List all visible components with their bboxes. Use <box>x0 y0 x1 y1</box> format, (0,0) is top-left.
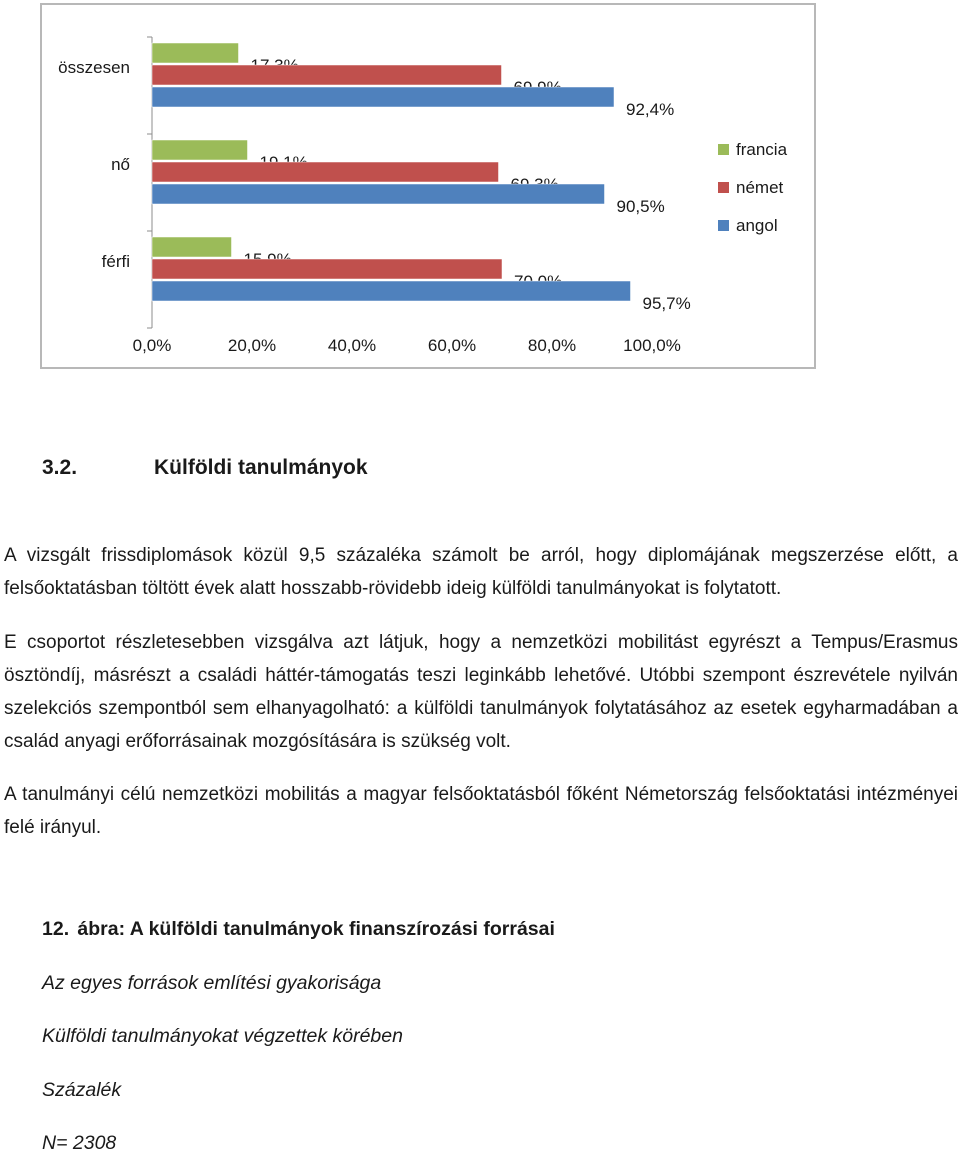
figure-title: ábra: A külföldi tanulmányok finanszírozási forrásai <box>77 918 555 940</box>
bar-német-1 <box>152 162 499 182</box>
category-label-0: összesen <box>58 58 130 77</box>
bar-francia-0 <box>152 43 239 63</box>
x-tick-label-5: 100,0% <box>623 336 681 355</box>
paragraph-2: E csoportot részletesebben vizsgálva azt látjuk, hogy a nemzetközi mobilitást egyrészt a Tempus/Erasmus ösztöndíj, másrészt a családi háttér-támogatás teszi leginkább lehetővé. Utóbbi szempont észrevétele nyilván szelekciós szempontból sem elhanyagolható: a külföldi tanulmányok folytatásához az esetek egyharmadában a család anyagi erőforrásainak mozgósítására is szükség volt. <box>4 632 958 752</box>
bar-német-0 <box>152 65 502 85</box>
legend-swatch-francia <box>718 144 729 155</box>
paragraph-3: A tanulmányi célú nemzetközi mobilitás a magyar felsőoktatásból főként Németország felsőoktatási intézményei felé irányul. <box>4 784 958 838</box>
figure-subtitle-2: Külföldi tanulmányokat végzettek körében <box>42 1025 403 1047</box>
section-title: Külföldi tanulmányok <box>154 456 368 479</box>
legend-swatch-angol <box>718 220 729 231</box>
x-tick-label-2: 40,0% <box>327 336 377 355</box>
x-tick-label-3: 60,0% <box>427 336 477 355</box>
figure-unit: Százalék <box>42 1079 122 1101</box>
paragraph-1: A vizsgált frissdiplomások közül 9,5 százaléka számolt be arról, hogy diplomájának megszerzése előtt, a felsőoktatásban töltött évek alatt hosszabb-rövidebb ideig külföldi tanulmányokat is folytatott. <box>4 545 958 599</box>
x-tick-label-4: 80,0% <box>527 336 577 355</box>
legend-label-német: német <box>736 178 784 197</box>
data-label-angol-2: 95,7% <box>642 294 691 313</box>
bar-angol-1 <box>152 184 605 204</box>
data-label-angol-1: 90,5% <box>616 197 665 216</box>
section-heading <box>42 456 368 480</box>
figure-subtitle-1: Az egyes források említési gyakorisága <box>42 972 382 994</box>
figure-sample-size: N= 2308 <box>42 1132 117 1154</box>
section-number: 3.2. <box>42 456 78 479</box>
x-tick-label-1: 20,0% <box>227 336 277 355</box>
category-label-2: férfi <box>101 252 130 271</box>
data-label-angol-0: 92,4% <box>626 100 675 119</box>
bar-angol-0 <box>152 87 614 107</box>
legend-label-francia: francia <box>736 140 788 159</box>
language-chart <box>40 3 816 369</box>
category-label-1: nő <box>111 155 130 174</box>
x-tick-label-0: 0,0% <box>132 336 172 355</box>
bar-francia-1 <box>152 140 248 160</box>
language-chart-svg <box>42 5 814 367</box>
legend-swatch-német <box>718 182 729 193</box>
figure-caption <box>42 918 555 941</box>
bar-francia-2 <box>152 237 232 257</box>
bar-német-2 <box>152 259 502 279</box>
legend-label-angol: angol <box>736 216 778 235</box>
bar-angol-2 <box>152 281 631 301</box>
figure-number: 12. <box>42 918 70 940</box>
